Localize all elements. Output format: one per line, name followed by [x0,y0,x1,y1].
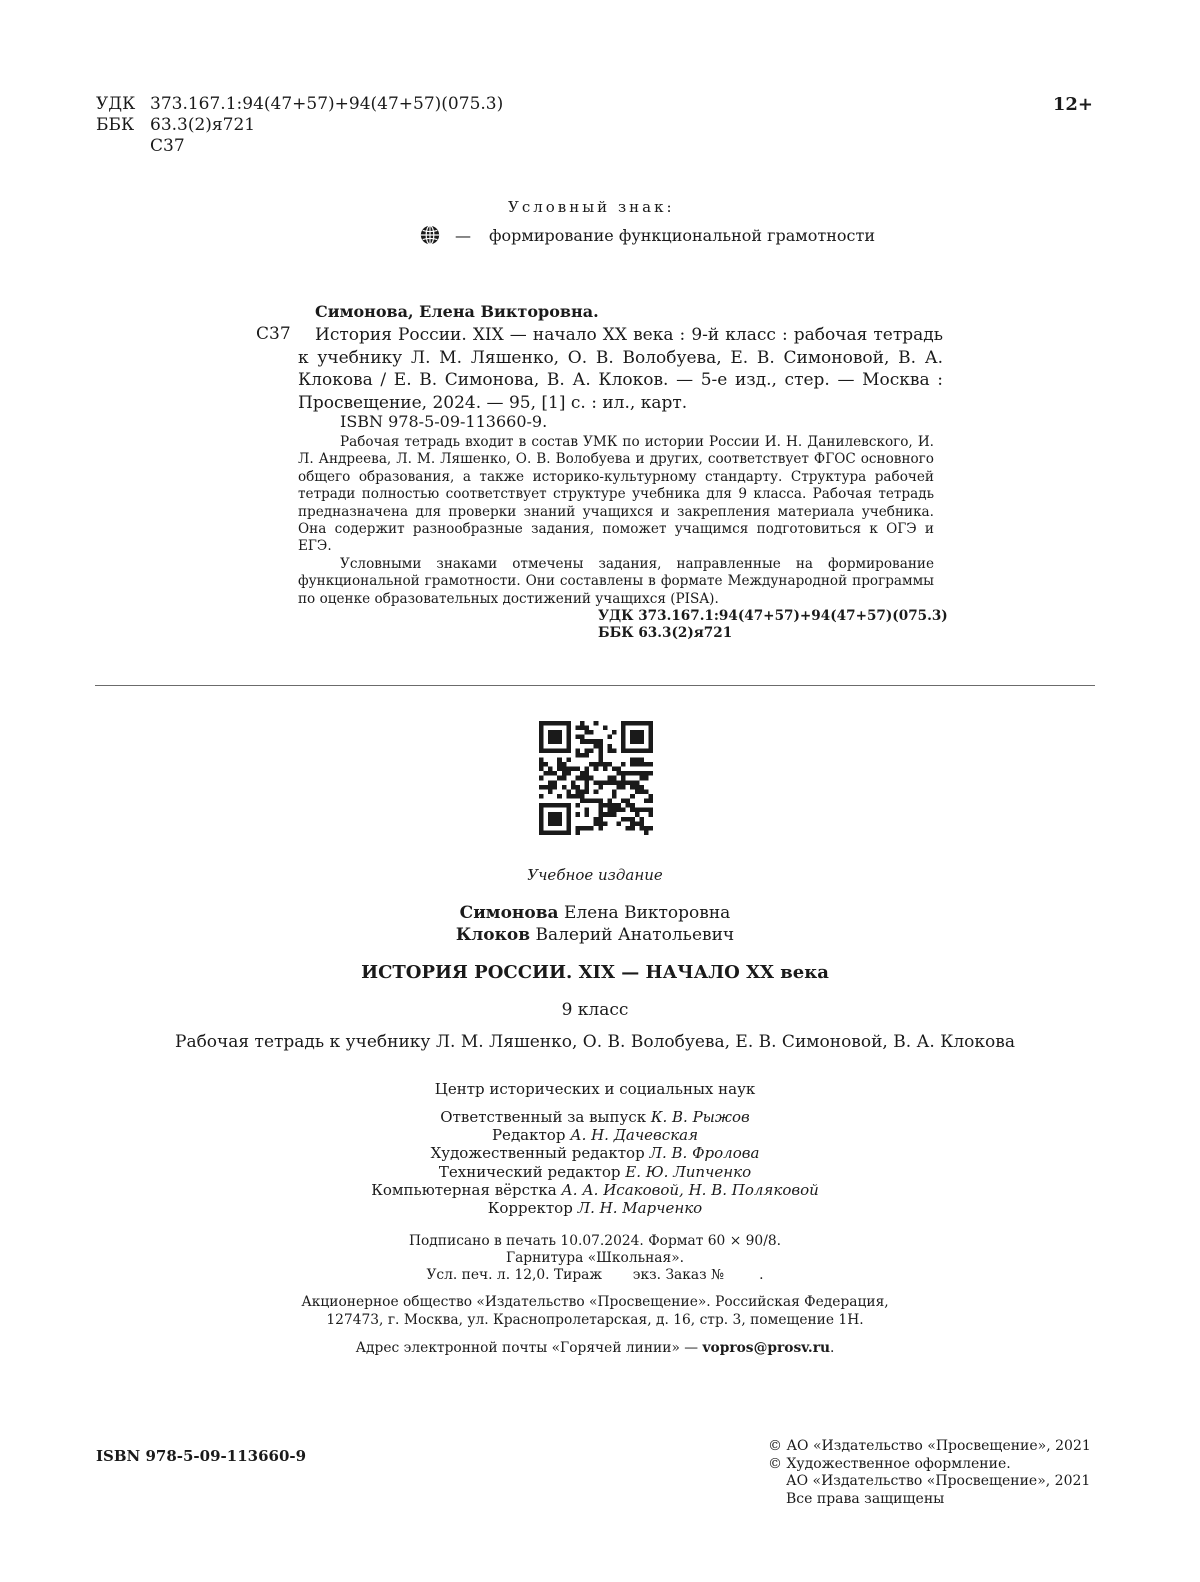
hotline-end: . [830,1340,835,1356]
footer-isbn: ISBN 978-5-09-113660-9 [96,1447,307,1465]
publisher-line-1: Акционерное общество «Издательство «Просвещение». Российская Федерация, [301,1294,889,1310]
author-sign: С37 [150,136,185,156]
print-line-1: Подписано в печать 10.07.2024. Формат 60 × 90/8. [408,1233,782,1249]
legend-title: Условный знак: [508,198,675,216]
staff-name: К. В. Рыжов [650,1108,750,1126]
publisher-info [0,1294,1190,1329]
classification-block [96,94,503,157]
globe-icon [419,224,441,246]
staff-row [0,1181,1190,1199]
staff-role: Художественный редактор [430,1144,650,1163]
bbk-label: ББК [96,115,135,135]
copyright-line-4: Все права защищены [786,1490,945,1507]
publishing-center: Центр исторических и социальных наук [434,1080,756,1098]
staff-row [0,1126,1190,1144]
bib-classification [598,608,948,643]
annotation-paragraph-2: Условными знаками отмечены задания, направленные на формирование функциональной грамотности. Они составлены в формате Международной программы по оценке образовательных достижений учащихся (PISA). [298,555,934,607]
staff-list [0,1108,1190,1217]
staff-role: Редактор [491,1126,571,1145]
legend-dash: — [455,225,471,245]
print-info [0,1233,1190,1284]
author-2-surname: Клоков [455,925,531,945]
publisher-line-2: 127473, г. Москва, ул. Краснопролетарская, д. 16, стр. 3, помещение 1Н. [326,1311,864,1328]
bib-bbk-line: ББК 63.3(2)я721 [598,625,733,642]
staff-row [0,1108,1190,1126]
hotline-text: Адрес электронной почты «Горячей линии» — [355,1340,703,1356]
staff-role: Ответственный за выпуск [440,1108,651,1126]
hotline [0,1340,1190,1356]
staff-row [0,1144,1190,1162]
annotation-paragraph-1: Рабочая тетрадь входит в состав УМК по истории России И. Н. Данилевского, И. Л. Андреева, Л. М. Ляшенко, О. В. Волобуева и других, соответствует ФГОС основного общего образования, а также историко-культурному стандарту. Структура рабочей тетради полностью соответствует структуре учебника для 9 класса. Рабочая тетрадь предназначена для проверки знаний учащихся и закрепления материала учебника. Она содержит разнообразные задания, поможет учащимся подготовиться к ОГЭ и ЕГЭ. [298,434,934,555]
author-2-name: Валерий Анатольевич [535,925,735,945]
qr-code [539,721,653,835]
legend-row [419,224,875,246]
bib-udk-line: УДК 373.167.1:94(47+57)+94(47+57)(075.3) [598,608,948,624]
copyright-line-1: © АО «Издательство «Просвещение», 2021 [768,1438,1091,1454]
staff-role: Компьютерная вёрстка [371,1180,562,1199]
staff-name: Л. В. Фролова [649,1144,760,1163]
bib-description: История России. XIX — начало XX века : 9-й класс : рабочая тетрадь к учебнику Л. М. Ляшенко, О. В. Волобуева, Е. В. Симоновой, В. А. Клокова / Е. В. Симонова, В. А. Клоков. — 5-е изд., стер. — Москва : Просвещение, 2024. — 95, [1] с. : ил., карт. [298,325,943,413]
legend-text: формирование функциональной грамотности [489,225,875,245]
bib-isbn: ISBN 978-5-09-113660-9. [340,412,548,431]
author-1-surname: Симонова [459,903,559,923]
staff-row [0,1199,1190,1217]
staff-name: Е. Ю. Липченко [625,1162,752,1181]
subtitle: Рабочая тетрадь к учебнику Л. М. Ляшенко, О. В. Волобуева, Е. В. Симоновой, В. А. Клокова [175,1032,1015,1052]
bib-code: С37 [256,324,291,344]
staff-role: Корректор [487,1199,578,1218]
staff-row [0,1163,1190,1181]
book-title: ИСТОРИЯ РОССИИ. XIX — НАЧАЛО XX века [361,962,829,983]
authors [0,902,1190,946]
print-line-3: Усл. печ. л. 12,0. Тираж экз. Заказ № . [426,1267,764,1283]
udk-label: УДК [96,94,136,114]
staff-name: А. Н. Дачевская [570,1126,699,1145]
author-1-name: Елена Викторовна [563,903,731,923]
author-2 [0,924,1190,946]
divider [95,685,1095,686]
copyright-line-2: © Художественное оформление. [768,1455,1011,1472]
age-rating: 12+ [1052,94,1093,115]
bbk-value: 63.3(2)я721 [150,115,256,135]
copyright-line-3: АО «Издательство «Просвещение», 2021 [786,1473,1091,1490]
grade: 9 класс [561,1000,629,1020]
bib-annotation [298,434,934,608]
staff-name: Л. Н. Марченко [577,1199,703,1218]
author-1 [0,902,1190,924]
staff-name: А. А. Исаковой, Н. В. Поляковой [561,1180,819,1199]
copyright-block [768,1438,1091,1508]
edition-type: Учебное издание [527,866,663,884]
udk-value: 373.167.1:94(47+57)+94(47+57)(075.3) [150,94,504,114]
bib-author: Симонова, Елена Викторовна. [315,302,599,321]
hotline-email[interactable]: vopros@prosv.ru [702,1340,830,1356]
staff-role: Технический редактор [438,1162,626,1181]
print-line-2: Гарнитура «Школьная». [505,1250,685,1266]
